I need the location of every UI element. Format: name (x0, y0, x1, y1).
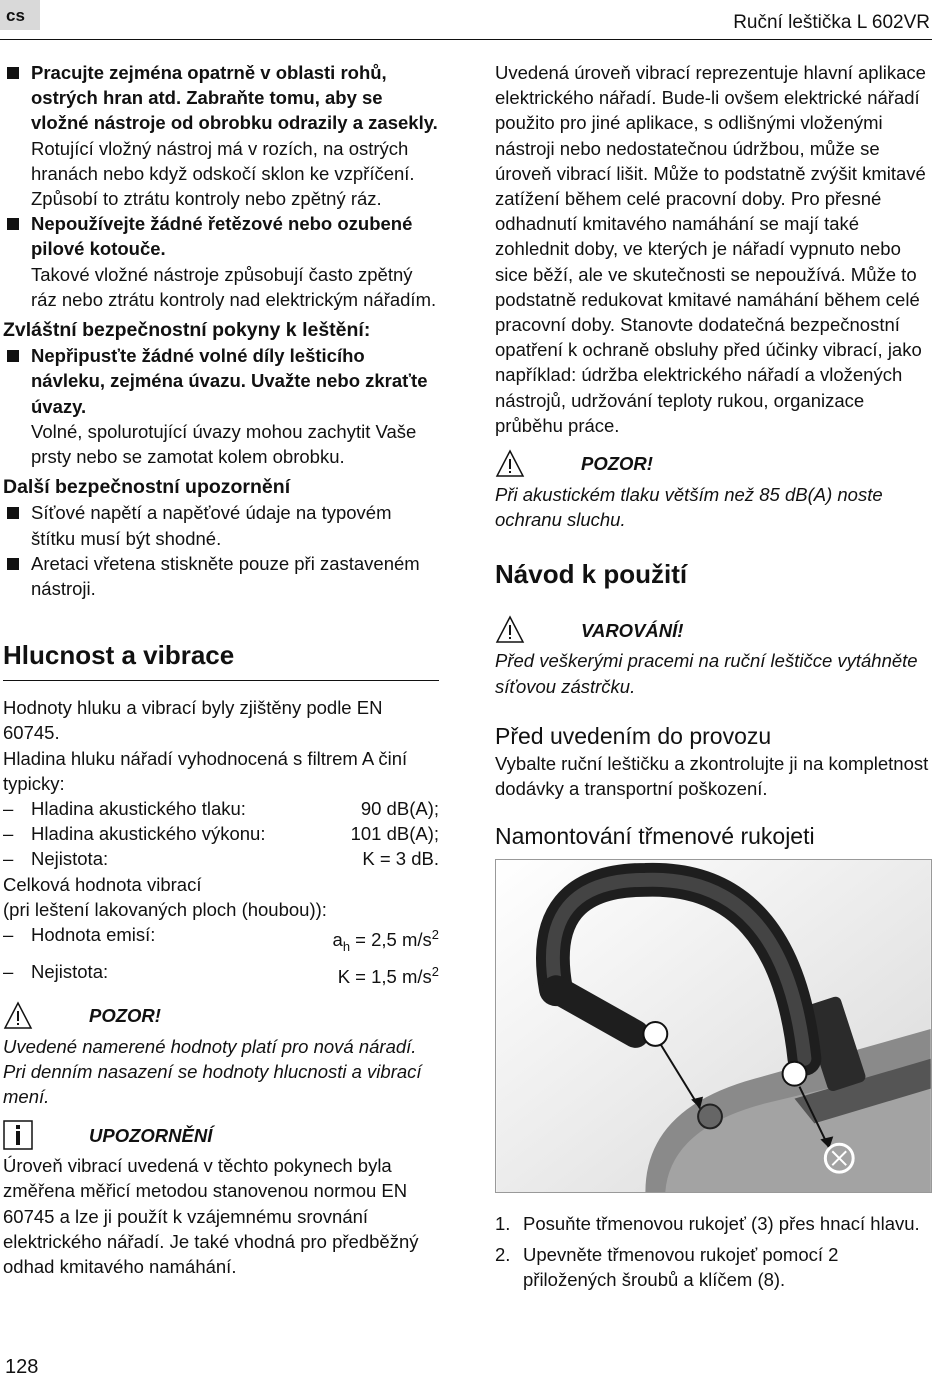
bullet-text: Aretaci vřetena stiskněte pouze při zastaveném nástroji. (31, 552, 420, 600)
bullet-square-icon (7, 350, 19, 362)
bullet-title: Nepoužívejte žádné řetězové nebo ozubené pilové kotouče. (31, 213, 413, 260)
caution-block (495, 446, 935, 482)
vibration-uncertainty-value: K = 1,5 $m/s^2$ (337, 964, 439, 988)
bullet-text: Síťové napětí a napěťové údaje na typovém štítku musí být shodné. (31, 502, 392, 549)
vibration-total: Celková hodnota vibrací (3, 873, 202, 895)
left-column (3, 60, 439, 1279)
vibration-row: – Hodnota emisí: $a_h = 2,5$ $m/s^2$ (3, 922, 439, 959)
section-rule (3, 680, 439, 681)
bullet-loose-parts (3, 343, 439, 469)
bullet-spindle-lock (3, 551, 439, 601)
caution-title: POZOR! (89, 1004, 161, 1026)
bullet-square-icon (7, 218, 19, 230)
warning-title: VAROVÁNÍ! (581, 619, 684, 641)
warning-triangle-icon (495, 449, 525, 479)
noise-row: – Hladina akustického výkonu: 101 dB(A); (3, 823, 439, 845)
note-title: UPOZORNĚNÍ (89, 1124, 213, 1146)
vibration-explanation: Uvedená úroveň vibrací reprezentuje hlavní aplikace elektrického nářadí. Bude-li ovšem elektrické nářadí použito pro jiné aplikace, s odlišnými vloženými nástroji nebo nedostatečnou údržbou, může se úroveň vibrací lišit. Může to podstatně zvýšit kmitavé zatížení během celé pracovní doby. Pro přesné odhadnutí kmitavého namáhání se mají také zohlednit doby, ve kterých je nářadí vypnuto nebo sice běží, ale ve skutečnosti se nepoužívá. Může to podstatně redukovat kmitavé namáhání během celé pracovní doby. Stanovte dodatečná bezpečnostní opatření k ochraně obsluhy před účinky vibrací, jako například: údržba elektrického nářadí a vložených nástrojů, udržování teploty rukou, organizace průběhu práce. (495, 62, 926, 436)
header-rule (0, 39, 932, 40)
bullet-text: Takové vložné nástroje způsobují často zpětný ráz nebo ztrátu kontroly nad elektrickým nářadím. (31, 263, 437, 310)
bullet-title: Nepřipusťte žádné volné díly lešticího návleku, zejména úvazu. Uvažte nebo zkraťte úvazy. (31, 345, 428, 417)
vibration-row: – Nejistota: K = 1,5 $m/s^2$ (3, 959, 439, 989)
right-column (495, 60, 935, 1292)
bullet-title: Pracujte zejména opatrně v oblasti rohů, ostrých hran atd. Zabraňte tomu, aby se vložné nástroje od obrobku odrazily a zasekly. (31, 62, 438, 134)
bullet-corners (3, 60, 439, 211)
caution-title: POZOR! (581, 453, 653, 475)
note-text: Úroveň vibrací uvedená v těchto pokynech byla změřena měřicí metodou stanovenou normou EN 60745 a lze ji použít k vzájemnému srovnání elektrického nářadí. Je také vhodná pro předběžný odhad kmitavého namáhání. (3, 1155, 419, 1277)
before-use-text: Vybalte ruční leštičku a zkontrolujte ji na kompletnost dodávky a transportní poškození. (495, 752, 929, 800)
warning-block (495, 612, 935, 648)
handle-mounting-illustration (495, 859, 932, 1193)
noise-intro: Hodnoty hluku a vibrací byly zjištěny podle EN 60745. (3, 697, 383, 744)
language-tab: cs (0, 0, 40, 30)
note-block (3, 1117, 439, 1153)
bullet-text: Volné, spolurotující úvazy mohou zachytit Vaše prsty nebo se zamotat kolem obrobku. (31, 420, 417, 468)
warning-triangle-icon (3, 1001, 33, 1031)
subheading-other-safety: Další bezpečnostní upozornění (3, 476, 291, 499)
heading-mount-handle: Namontování třmenové rukojeti (495, 823, 815, 850)
bullet-saw-blades (3, 211, 439, 312)
noise-filter-text: Hladina hluku nářadí vyhodnocená s filtrem A činí typicky: (3, 747, 408, 794)
heading-noise-vibration: Hlucnost a vibrace (3, 640, 235, 671)
caution-text: Při akustickém tlaku větším než 85 dB(A) noste ochranu sluchu. (495, 484, 883, 531)
list-item: 2. Upevněte třmenovou rukojeť pomocí 2 přiložených šroubů a klíčem (8). (495, 1243, 839, 1290)
subheading-polishing: Zvláštní bezpečnostní pokyny k leštění: (3, 319, 371, 342)
warning-triangle-icon (495, 615, 525, 645)
bullet-voltage (3, 500, 439, 550)
caution-block (3, 998, 439, 1034)
list-item: 1. Posuňte třmenovou rukojeť (3) přes hnací hlavu. (495, 1213, 920, 1235)
bullet-square-icon (7, 507, 19, 519)
page-header-title: Ruční leštička L 602VR (733, 12, 930, 33)
bullet-square-icon (7, 558, 19, 570)
caution-text: Uvedené namerené hodnoty platí pro nová náradí. Pri denním nasazení se hodnoty hlucnosti a vibrací mení. (3, 1035, 422, 1107)
page-number: 128 (5, 1356, 39, 1378)
bullet-text: Rotující vložný nástroj má v rozích, na ostrých hranách nebo když odskočí sklon ke vzpříčení. Způsobí to ztrátu kontroly nebo zpětný ráz. (31, 137, 415, 210)
heading-before-use: Před uvedením do provozu (495, 722, 772, 749)
warning-text: Před veškerými pracemi na ruční leštičce vytáhněte síťovou zástrčku. (495, 650, 918, 697)
noise-row: – Hladina akustického tlaku: 90 dB(A); (3, 798, 439, 820)
bullet-square-icon (7, 67, 19, 79)
vibration-emission-value: $a_h = 2,5$ $m/s^2$ (332, 927, 439, 954)
info-icon (3, 1120, 33, 1150)
noise-row: – Nejistota: K = 3 dB. (3, 848, 439, 870)
heading-instructions: Návod k použití (495, 559, 688, 590)
vibration-condition: (pri leštení lakovaných ploch (houbou)): (3, 898, 327, 920)
